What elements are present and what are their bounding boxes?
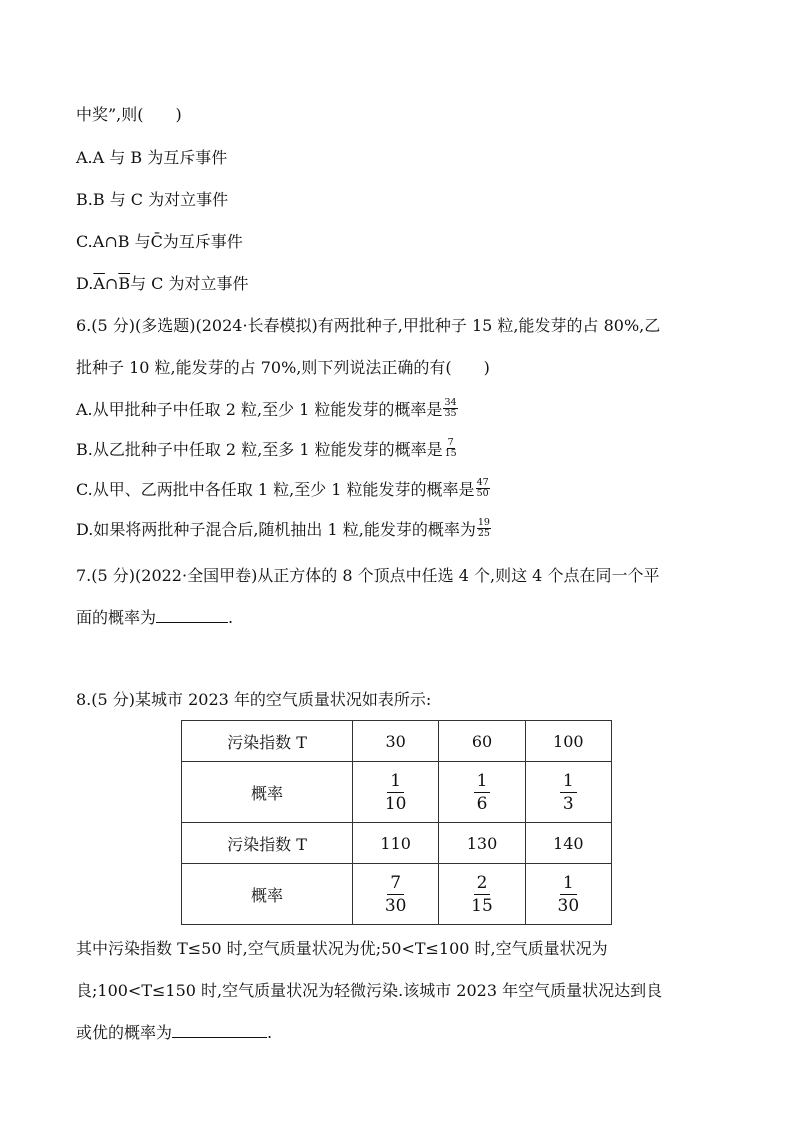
fraction — [444, 438, 458, 459]
option-5a: A.A 与 B 为互斥事件 — [76, 148, 228, 167]
text-line: 中奖”,则( ) — [76, 105, 182, 124]
period: . — [228, 608, 234, 627]
numerator: 1 — [560, 872, 577, 895]
paragraph-line3 — [76, 1023, 272, 1043]
question-7-line2 — [76, 608, 233, 628]
table-cell — [525, 864, 611, 925]
table-cell — [439, 864, 525, 925]
fraction — [558, 872, 580, 917]
numerator: 19 — [477, 517, 490, 528]
option-text: C.从甲、乙两批中各任取 1 粒,至少 1 粒能发芽的概率是 — [76, 480, 475, 499]
numerator: 1 — [387, 770, 404, 793]
fraction — [477, 518, 491, 539]
option-6d — [76, 517, 492, 541]
table-row — [182, 823, 612, 864]
question-6-line2: 批种子 10 粒,能发芽的占 70%,则下列说法正确的有( ) — [76, 358, 490, 377]
numerator: 1 — [474, 770, 491, 793]
table-cell — [353, 864, 439, 925]
fraction — [443, 398, 457, 419]
option-6c — [76, 477, 491, 501]
option-prefix: D. — [76, 274, 94, 293]
denominator: 30 — [557, 895, 580, 916]
fraction — [471, 872, 493, 917]
denominator: 3 — [562, 793, 574, 814]
option-5d — [76, 274, 249, 294]
fraction — [474, 770, 491, 815]
fraction — [560, 770, 577, 815]
table-cell: 30 — [353, 721, 439, 762]
denominator: 6 — [476, 793, 488, 814]
table-row — [182, 762, 612, 823]
numerator: 34 — [444, 397, 457, 408]
table-cell — [353, 762, 439, 823]
option-text: D.如果将两批种子混合后,随机抽出 1 粒,能发芽的概率为 — [76, 520, 476, 539]
question-6-line1: 6.(5 分)(多选题)(2024·长春模拟)有两批种子,甲批种子 15 粒,能发芽的占 80%,乙 — [76, 316, 661, 335]
question-text: 面的概率为 — [76, 608, 157, 627]
numerator: 2 — [474, 872, 491, 895]
paragraph-line2: 良;100<T≤150 时,空气质量状况为轻微污染.该城市 2023 年空气质量状况达到良 — [76, 981, 663, 1000]
answer-blank — [156, 608, 228, 623]
denominator: 30 — [384, 895, 407, 916]
table-cell: 110 — [353, 823, 439, 864]
table-cell: 100 — [525, 721, 611, 762]
option-text: A.从甲批种子中任取 2 粒,至少 1 粒能发芽的概率是 — [76, 400, 443, 419]
denominator: 25 — [477, 528, 490, 539]
complement-b: $\overline{B}$ — [118, 274, 131, 293]
paragraph-text: 或优的概率为 — [76, 1023, 173, 1042]
complement-a: $\overline{A}$ — [93, 274, 105, 293]
table-cell — [525, 762, 611, 823]
table-cell: 60 — [439, 721, 525, 762]
denominator: 35 — [444, 408, 457, 419]
table-row — [182, 864, 612, 925]
header-cell: 污染指数 T — [182, 823, 353, 864]
question-7-line1: 7.(5 分)(2022·全国甲卷)从正方体的 8 个顶点中任选 4 个,则这 4 个点在同一个平 — [76, 566, 660, 585]
option-6a — [76, 397, 459, 421]
header-cell: 污染指数 T — [182, 721, 353, 762]
question-8: 8.(5 分)某城市 2023 年的空气质量状况如表所示: — [76, 690, 432, 709]
paragraph-line1: 其中污染指数 T≤50 时,空气质量状况为优;50<T≤100 时,空气质量状况为 — [76, 939, 608, 958]
answer-blank — [172, 1023, 267, 1038]
option-text: 与 C 为对立事件 — [130, 274, 249, 293]
option-text: B.从乙批种子中任取 2 粒,至多 1 粒能发芽的概率是 — [76, 440, 443, 459]
numerator: 7 — [387, 872, 404, 895]
numerator: 7 — [447, 437, 454, 448]
numerator: 1 — [560, 770, 577, 793]
header-cell: 概率 — [182, 864, 353, 925]
header-cell: 概率 — [182, 762, 353, 823]
denominator: 15 — [444, 448, 457, 459]
option-5c: C.A∩B 与C̄为互斥事件 — [76, 232, 243, 251]
denominator: 15 — [471, 895, 493, 916]
fraction — [476, 478, 490, 499]
option-5b: B.B 与 C 为对立事件 — [76, 190, 229, 209]
fraction — [385, 872, 407, 917]
table-cell: 130 — [439, 823, 525, 864]
table-cell — [439, 762, 525, 823]
option-6b — [76, 437, 459, 461]
numerator: 47 — [476, 477, 489, 488]
intersect-symbol: ∩ — [104, 274, 119, 293]
fraction — [385, 770, 407, 815]
denominator: 50 — [476, 488, 489, 499]
denominator: 10 — [384, 793, 407, 814]
table-row — [182, 721, 612, 762]
period: . — [267, 1023, 273, 1042]
table-cell: 140 — [525, 823, 611, 864]
pollution-table — [181, 720, 612, 925]
